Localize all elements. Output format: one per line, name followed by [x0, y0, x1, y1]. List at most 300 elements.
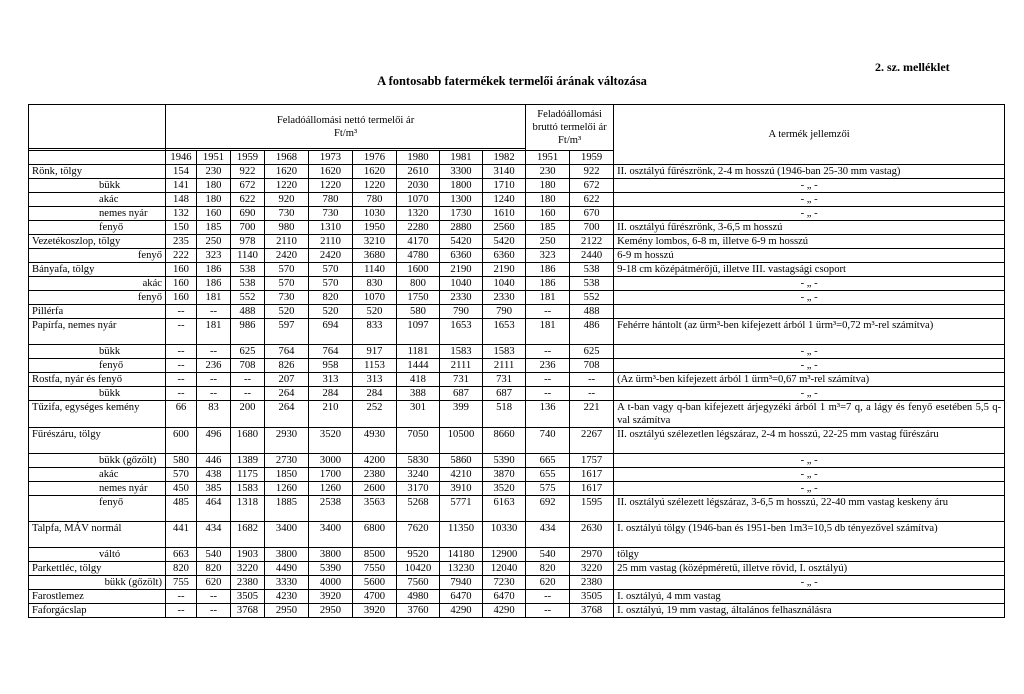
net-price-cell: 485: [166, 496, 197, 522]
year-header: 1976: [353, 151, 397, 165]
net-price-cell: 538: [231, 277, 265, 291]
product-name: bükk: [29, 345, 166, 359]
net-price-cell: 6470: [440, 590, 483, 604]
net-price-cell: 1140: [353, 263, 397, 277]
net-price-cell: --: [197, 590, 231, 604]
net-price-cell: 580: [166, 454, 197, 468]
net-price-cell: 160: [166, 291, 197, 305]
net-price-cell: 764: [309, 345, 353, 359]
gross-price-cell: 540: [526, 548, 570, 562]
net-price-cell: 496: [197, 428, 231, 454]
net-price-cell: 1903: [231, 548, 265, 562]
net-price-cell: 7550: [353, 562, 397, 576]
net-price-cell: 3210: [353, 235, 397, 249]
net-price-cell: 1040: [440, 277, 483, 291]
product-description: [614, 305, 1005, 319]
net-price-cell: 4980: [397, 590, 440, 604]
net-price-cell: 1600: [397, 263, 440, 277]
gross-price-cell: 622: [570, 193, 614, 207]
net-price-cell: 570: [309, 263, 353, 277]
net-price-cell: 1220: [309, 179, 353, 193]
net-price-cell: 6360: [440, 249, 483, 263]
table-row: [29, 263, 1005, 277]
header-blank: [29, 105, 166, 149]
year-header: 1946: [166, 151, 197, 165]
net-price-cell: 438: [197, 468, 231, 482]
net-price-cell: 6360: [483, 249, 526, 263]
product-name: Fűrészáru, tölgy: [29, 428, 166, 454]
net-price-cell: 264: [265, 387, 309, 401]
product-name: Vezetékoszlop, tölgy: [29, 235, 166, 249]
net-price-cell: 313: [309, 373, 353, 387]
net-price-cell: 1610: [483, 207, 526, 221]
gross-price-cell: 3220: [570, 562, 614, 576]
net-price-cell: 418: [397, 373, 440, 387]
net-price-cell: 5420: [483, 235, 526, 249]
gross-price-cell: 2630: [570, 522, 614, 548]
product-description: - „ -: [614, 179, 1005, 193]
product-description: II. osztályú fűrészrönk, 2-4 m hosszú (1946-ban 25-30 mm vastag): [614, 165, 1005, 179]
net-price-cell: 5420: [440, 235, 483, 249]
net-price-cell: --: [166, 359, 197, 373]
gross-price-cell: 922: [570, 165, 614, 179]
gross-price-cell: 670: [570, 207, 614, 221]
gross-price-cell: 2970: [570, 548, 614, 562]
net-price-cell: 2110: [265, 235, 309, 249]
net-price-cell: 4000: [309, 576, 353, 590]
net-price-cell: 917: [353, 345, 397, 359]
product-description: - „ -: [614, 468, 1005, 482]
net-price-cell: 180: [197, 179, 231, 193]
net-price-cell: 580: [397, 305, 440, 319]
gross-price-cell: 186: [526, 277, 570, 291]
net-price-cell: 790: [440, 305, 483, 319]
net-price-cell: 1320: [397, 207, 440, 221]
gross-price-cell: --: [570, 387, 614, 401]
net-price-cell: 1318: [231, 496, 265, 522]
gross-price-cell: 2267: [570, 428, 614, 454]
table-row: [29, 468, 1005, 482]
net-price-cell: 301: [397, 401, 440, 428]
header-gross-price: [526, 105, 614, 151]
gross-price-cell: 486: [570, 319, 614, 345]
net-price-cell: 5390: [483, 454, 526, 468]
product-description: 6-9 m hosszú: [614, 249, 1005, 263]
net-price-cell: 1653: [440, 319, 483, 345]
net-price-cell: 518: [483, 401, 526, 428]
gross-price-cell: 625: [570, 345, 614, 359]
product-name: akác: [29, 277, 166, 291]
net-price-cell: 570: [309, 277, 353, 291]
table-row: [29, 428, 1005, 454]
net-price-cell: 1583: [231, 482, 265, 496]
net-price-cell: 731: [483, 373, 526, 387]
product-description: 9-18 cm középátmérőjű, illetve III. vastagsági csoport: [614, 263, 1005, 277]
net-price-cell: 441: [166, 522, 197, 548]
product-name: fenyő: [29, 291, 166, 305]
table-row: [29, 454, 1005, 468]
gross-price-cell: 3768: [570, 604, 614, 618]
product-name: Parkettléc, tölgy: [29, 562, 166, 576]
product-description: - „ -: [614, 345, 1005, 359]
net-price-cell: 690: [231, 207, 265, 221]
net-price-cell: 3910: [440, 482, 483, 496]
net-price-cell: 3220: [231, 562, 265, 576]
net-price-cell: 708: [231, 359, 265, 373]
net-price-cell: 520: [353, 305, 397, 319]
gross-price-cell: 434: [526, 522, 570, 548]
net-price-cell: 1153: [353, 359, 397, 373]
net-price-cell: 7230: [483, 576, 526, 590]
net-price-cell: 2880: [440, 221, 483, 235]
net-price-cell: --: [166, 590, 197, 604]
product-name: fenyő: [29, 249, 166, 263]
net-price-cell: --: [197, 604, 231, 618]
net-price-cell: 66: [166, 401, 197, 428]
net-price-cell: 284: [309, 387, 353, 401]
net-price-cell: 8500: [353, 548, 397, 562]
net-price-cell: --: [166, 604, 197, 618]
gross-price-cell: 820: [526, 562, 570, 576]
table-row: [29, 562, 1005, 576]
net-price-cell: 730: [265, 207, 309, 221]
net-price-cell: 7050: [397, 428, 440, 454]
net-price-cell: 2560: [483, 221, 526, 235]
net-price-cell: --: [166, 373, 197, 387]
net-price-cell: 3760: [397, 604, 440, 618]
net-price-cell: 920: [265, 193, 309, 207]
net-price-cell: 1389: [231, 454, 265, 468]
net-price-cell: 488: [231, 305, 265, 319]
gross-price-cell: --: [526, 305, 570, 319]
net-price-cell: 1583: [483, 345, 526, 359]
net-price-cell: 780: [353, 193, 397, 207]
gross-price-cell: 180: [526, 179, 570, 193]
net-price-cell: 132: [166, 207, 197, 221]
gross-price-cell: 185: [526, 221, 570, 235]
annex-label: 2. sz. melléklet: [875, 60, 950, 74]
net-price-cell: 4210: [440, 468, 483, 482]
gross-price-cell: 708: [570, 359, 614, 373]
gross-year-header: 1959: [570, 151, 614, 165]
net-price-cell: 1710: [483, 179, 526, 193]
net-price-cell: 700: [231, 221, 265, 235]
net-price-cell: 4780: [397, 249, 440, 263]
net-price-cell: 2730: [265, 454, 309, 468]
net-price-cell: 540: [197, 548, 231, 562]
table-row: [29, 291, 1005, 305]
gross-price-cell: 655: [526, 468, 570, 482]
gross-price-cell: 236: [526, 359, 570, 373]
net-price-cell: 2190: [440, 263, 483, 277]
net-price-cell: 1700: [309, 468, 353, 482]
net-price-cell: 687: [440, 387, 483, 401]
net-price-cell: 160: [166, 263, 197, 277]
net-price-cell: 3768: [231, 604, 265, 618]
table-row: [29, 373, 1005, 387]
net-price-cell: 160: [197, 207, 231, 221]
year-header: 1981: [440, 151, 483, 165]
net-price-cell: --: [197, 387, 231, 401]
year-header: 1951: [197, 151, 231, 165]
net-price-cell: 2420: [309, 249, 353, 263]
net-price-cell: 2538: [309, 496, 353, 522]
year-header: 1959: [231, 151, 265, 165]
net-price-cell: 764: [265, 345, 309, 359]
gross-price-cell: --: [526, 373, 570, 387]
product-description: I. osztályú, 19 mm vastag, általános felhasználásra: [614, 604, 1005, 618]
table-row: [29, 193, 1005, 207]
product-name: akác: [29, 193, 166, 207]
gross-price-cell: 181: [526, 291, 570, 305]
net-price-cell: 958: [309, 359, 353, 373]
net-price-cell: --: [166, 319, 197, 345]
net-price-cell: 3400: [309, 522, 353, 548]
gross-price-cell: 538: [570, 263, 614, 277]
net-price-cell: 264: [265, 401, 309, 428]
header-net-unit: Ft/m³: [333, 127, 358, 139]
net-price-cell: 1444: [397, 359, 440, 373]
net-price-cell: 323: [197, 249, 231, 263]
net-price-cell: 3870: [483, 468, 526, 482]
net-price-cell: 12040: [483, 562, 526, 576]
net-price-cell: 2111: [440, 359, 483, 373]
table-row: [29, 496, 1005, 522]
net-price-cell: 3240: [397, 468, 440, 482]
net-price-cell: 1750: [397, 291, 440, 305]
product-description: - „ -: [614, 576, 1005, 590]
net-price-cell: 2111: [483, 359, 526, 373]
header-gross-line2: bruttó termelői ár: [532, 122, 607, 133]
net-price-cell: 230: [197, 165, 231, 179]
table-row: [29, 345, 1005, 359]
gross-price-cell: 2380: [570, 576, 614, 590]
net-price-cell: 446: [197, 454, 231, 468]
table-row: [29, 401, 1005, 428]
net-price-cell: 1653: [483, 319, 526, 345]
net-price-cell: 3330: [265, 576, 309, 590]
net-price-cell: 1030: [353, 207, 397, 221]
net-price-cell: 3920: [353, 604, 397, 618]
net-price-cell: 3563: [353, 496, 397, 522]
net-price-cell: 3505: [231, 590, 265, 604]
net-price-cell: 570: [166, 468, 197, 482]
gross-price-cell: --: [526, 387, 570, 401]
product-name: Pillérfa: [29, 305, 166, 319]
product-description: 25 mm vastag (középméretű, illetve rövid, I. osztályú): [614, 562, 1005, 576]
net-price-cell: 2380: [353, 468, 397, 482]
net-price-cell: 181: [197, 291, 231, 305]
net-price-cell: 12900: [483, 548, 526, 562]
header-gross-line1: Feladóállomási: [537, 109, 602, 120]
net-price-cell: 154: [166, 165, 197, 179]
product-name: bükk (gőzölt): [29, 576, 166, 590]
net-price-cell: --: [166, 345, 197, 359]
net-price-cell: --: [231, 387, 265, 401]
net-price-cell: 820: [166, 562, 197, 576]
net-price-cell: 570: [265, 263, 309, 277]
net-price-cell: 222: [166, 249, 197, 263]
net-price-cell: 552: [231, 291, 265, 305]
product-name: Bányafa, tölgy: [29, 263, 166, 277]
table-row: [29, 165, 1005, 179]
product-name: Rönk, tölgy: [29, 165, 166, 179]
net-price-cell: 622: [231, 193, 265, 207]
net-price-cell: 597: [265, 319, 309, 345]
table-row: [29, 277, 1005, 291]
net-price-cell: 5268: [397, 496, 440, 522]
net-price-cell: 180: [197, 193, 231, 207]
net-price-cell: 2930: [265, 428, 309, 454]
gross-price-cell: 692: [526, 496, 570, 522]
gross-price-cell: 538: [570, 277, 614, 291]
net-price-cell: 833: [353, 319, 397, 345]
net-price-cell: 1175: [231, 468, 265, 482]
table-row: [29, 235, 1005, 249]
table-row: [29, 359, 1005, 373]
table-row: [29, 604, 1005, 618]
gross-price-cell: 136: [526, 401, 570, 428]
net-price-cell: 820: [197, 562, 231, 576]
net-price-cell: 1220: [353, 179, 397, 193]
table-row: [29, 387, 1005, 401]
table-row: [29, 249, 1005, 263]
gross-price-cell: 665: [526, 454, 570, 468]
net-price-cell: 3800: [309, 548, 353, 562]
page-title: A fontosabb fatermékek termelői árának változása: [377, 74, 647, 88]
net-price-cell: 2610: [397, 165, 440, 179]
header-description: A termék jellemzői: [614, 105, 1005, 165]
net-price-cell: 1040: [483, 277, 526, 291]
net-price-cell: 3520: [483, 482, 526, 496]
product-description: - „ -: [614, 387, 1005, 401]
table-row: [29, 548, 1005, 562]
net-price-cell: 83: [197, 401, 231, 428]
header-net-line1: Feladóállomási nettó termelői ár: [276, 114, 415, 126]
product-name: Faforgácslap: [29, 604, 166, 618]
table-row: [29, 179, 1005, 193]
net-price-cell: 2280: [397, 221, 440, 235]
net-price-cell: 5600: [353, 576, 397, 590]
product-description: I. osztályú tölgy (1946-ban és 1951-ben 1m3=10,5 db tényezővel számítva): [614, 522, 1005, 548]
net-price-cell: 4200: [353, 454, 397, 468]
net-price-cell: 313: [353, 373, 397, 387]
product-description: (Az ürm³-ben kifejezett árból 1 ürm³=0,67 m³-rel számítva): [614, 373, 1005, 387]
header-gross-unit: Ft/m³: [558, 135, 582, 146]
product-description: - „ -: [614, 454, 1005, 468]
net-price-cell: 284: [353, 387, 397, 401]
net-price-cell: 9520: [397, 548, 440, 562]
gross-price-cell: 3505: [570, 590, 614, 604]
net-price-cell: 3680: [353, 249, 397, 263]
product-name: bükk: [29, 387, 166, 401]
net-price-cell: 3300: [440, 165, 483, 179]
gross-price-cell: 221: [570, 401, 614, 428]
gross-price-cell: 552: [570, 291, 614, 305]
net-price-cell: 1070: [397, 193, 440, 207]
net-price-cell: 3170: [397, 482, 440, 496]
product-name: Tűzifa, egységes kemény: [29, 401, 166, 428]
product-description: - „ -: [614, 291, 1005, 305]
product-name: Papírfa, nemes nyár: [29, 319, 166, 345]
net-price-cell: 1680: [231, 428, 265, 454]
gross-price-cell: --: [526, 345, 570, 359]
net-price-cell: 4930: [353, 428, 397, 454]
net-price-cell: 755: [166, 576, 197, 590]
net-price-cell: 1310: [309, 221, 353, 235]
net-price-cell: 780: [309, 193, 353, 207]
net-price-cell: 800: [397, 277, 440, 291]
net-price-cell: 2950: [265, 604, 309, 618]
net-price-cell: 980: [265, 221, 309, 235]
gross-price-cell: 181: [526, 319, 570, 345]
net-price-cell: 922: [231, 165, 265, 179]
product-name: Talpfa, MÁV normál: [29, 522, 166, 548]
product-name: váltó: [29, 548, 166, 562]
net-price-cell: 2600: [353, 482, 397, 496]
net-price-cell: 2190: [483, 263, 526, 277]
net-price-cell: 1950: [353, 221, 397, 235]
net-price-cell: 2330: [440, 291, 483, 305]
product-description: A t-ban vagy q-ban kifejezett árjegyzéki árból 1 m³=7 q, a lágy és fenyő esetében 5,5 q-val számítva: [614, 401, 1005, 428]
product-description: - „ -: [614, 359, 1005, 373]
gross-price-cell: 2440: [570, 249, 614, 263]
net-price-cell: 1260: [309, 482, 353, 496]
product-name: fenyő: [29, 221, 166, 235]
net-price-cell: 3520: [309, 428, 353, 454]
net-price-cell: 672: [231, 179, 265, 193]
net-price-cell: 1140: [231, 249, 265, 263]
net-price-cell: 5830: [397, 454, 440, 468]
net-price-cell: 4290: [440, 604, 483, 618]
product-name: Farostlemez: [29, 590, 166, 604]
net-price-cell: 1300: [440, 193, 483, 207]
table-row: [29, 482, 1005, 496]
net-price-cell: 7620: [397, 522, 440, 548]
table-row: [29, 305, 1005, 319]
net-price-cell: 1850: [265, 468, 309, 482]
net-price-cell: 6470: [483, 590, 526, 604]
net-price-cell: 1730: [440, 207, 483, 221]
gross-price-cell: 2122: [570, 235, 614, 249]
net-price-cell: 3000: [309, 454, 353, 468]
product-description: II. osztályú szélezetlen légszáraz, 2-4 m hosszú, 22-25 mm vastag fűrészáru: [614, 428, 1005, 454]
net-price-cell: 3400: [265, 522, 309, 548]
net-price-cell: 181: [197, 319, 231, 345]
net-price-cell: 5860: [440, 454, 483, 468]
product-description: tölgy: [614, 548, 1005, 562]
net-price-cell: 2380: [231, 576, 265, 590]
product-description: II. osztályú szélezett légszáraz, 3-6,5 m hosszú, 22-40 mm vastag keskeny áru: [614, 496, 1005, 522]
price-table: [28, 104, 1005, 618]
net-price-cell: 1070: [353, 291, 397, 305]
net-price-cell: 1620: [353, 165, 397, 179]
net-price-cell: 4700: [353, 590, 397, 604]
net-price-cell: 1800: [440, 179, 483, 193]
net-price-cell: 600: [166, 428, 197, 454]
net-price-cell: 7560: [397, 576, 440, 590]
net-price-cell: 399: [440, 401, 483, 428]
net-price-cell: 1220: [265, 179, 309, 193]
net-price-cell: 3800: [265, 548, 309, 562]
net-price-cell: 520: [309, 305, 353, 319]
net-price-cell: 730: [265, 291, 309, 305]
net-price-cell: 235: [166, 235, 197, 249]
gross-price-cell: 1617: [570, 468, 614, 482]
net-price-cell: --: [197, 345, 231, 359]
product-name: fenyő: [29, 359, 166, 373]
net-price-cell: 464: [197, 496, 231, 522]
